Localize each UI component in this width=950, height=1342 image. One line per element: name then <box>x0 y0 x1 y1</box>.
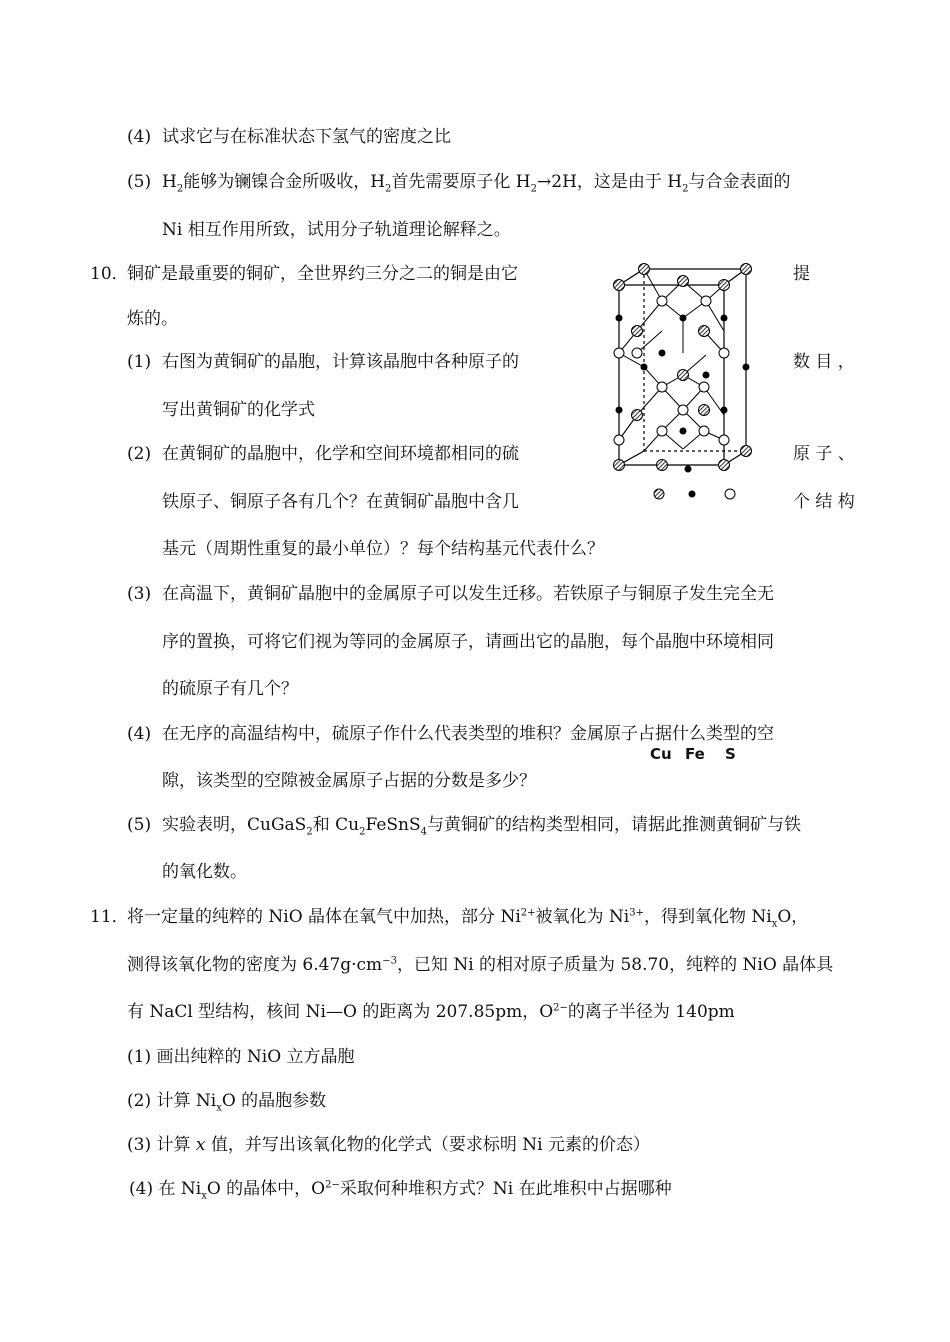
q10-number: 10． <box>90 264 129 284</box>
q10-intro-line2: 炼的。 <box>127 309 178 329</box>
q11-line2: 测得该氧化物的密度为 $6.47g\cdot cm^{-3}$，已知 Ni 的相对原子质量为 58.70，纯粹的 NiO 晶体具 <box>127 955 834 975</box>
q11-line1: 将一定量的纯粹的 NiO 晶体在氧气中加热，部分 $Ni^{2+}$被氧化为 $Ni^{3+}$，得到氧化物 $Ni_xO$， <box>127 907 809 930</box>
q10-p2-line3: 基元（周期性重复的最小单位）？每个结构基元代表什么？ <box>162 539 604 559</box>
unit-cell-diagram <box>600 255 770 495</box>
q10-p5-line2: 的氧化数。 <box>162 862 247 882</box>
q11-p2: (2) 计算 $Ni_xO$ 的晶胞参数 <box>127 1091 327 1114</box>
q9-p4-number: (4) <box>127 127 152 147</box>
q10-p4-line1: 在无序的高温结构中，硫原子作什么代表类型的堆积？金属原子占据什么类型的空 <box>162 724 774 744</box>
legend-cu-label: Cu <box>650 745 672 763</box>
q11-p3: (3) 计算 x 值，并写出该氧化物的化学式（要求标明 Ni 元素的价态） <box>127 1135 651 1155</box>
legend-s-label: S <box>725 745 736 763</box>
legend-symbols <box>600 483 770 505</box>
legend-fe-symbol <box>689 491 696 498</box>
q10-p5-line1: 实验表明，CuGaS$_2$和 $Cu_2FeSnS_4$与黄铜矿的结构类型相同，请据此推测黄铜矿与铁 <box>162 815 801 838</box>
q10-p1-number: (1) <box>127 352 152 372</box>
q9-p4-text: 试求它与在标准状态下氢气的密度之比 <box>162 127 451 147</box>
q11-line3: 有 NaCl 型结构，核间 Ni—O 的距离为 207.85pm，$O^{2-}$的离子半径为 140pm <box>127 1002 735 1022</box>
legend-s-symbol <box>725 489 735 499</box>
q10-p2-number: (2) <box>127 444 152 464</box>
q10-p3-line2: 序的置换，可将它们视为等同的金属原子，请画出它的晶胞，每个晶胞中环境相同 <box>162 632 774 652</box>
q10-p5-number: (5) <box>127 815 152 835</box>
q10-p3-line1: 在高温下，黄铜矿晶胞中的金属原子可以发生迁移。若铁原子与铜原子发生完全无 <box>162 584 774 604</box>
q10-intro-line1-right: 提 <box>793 264 810 284</box>
legend-fe-label: Fe <box>685 745 705 763</box>
q10-p1-left: 右图为黄铜矿的晶胞，计算该晶胞中各种原子的 <box>162 352 519 372</box>
chalcopyrite-unit-cell-figure <box>600 255 770 763</box>
q9-p5-line1: $H_2$能够为镧镍合金所吸收，$H_2$首先需要原子化 $H_2\to 2H$，这是由于 $H_2$与合金表面的 <box>162 172 791 195</box>
q10-p2-left2: 铁原子、铜原子各有几个？在黄铜矿晶胞中含几 <box>162 492 519 512</box>
q10-p4-line2: 隙，该类型的空隙被金属原子占据的分数是多少？ <box>162 771 536 791</box>
q10-intro-line1: 铜矿是最重要的铜矿，全世界约三分之二的铜是由它 <box>127 264 518 284</box>
q10-p2-left1: 在黄铜矿的晶胞中，化学和空间环境都相同的硫 <box>162 444 519 464</box>
q11-p4: (4) 在 $Ni_xO$ 的晶体中，$O^{2-}$采取何种堆积方式？Ni 在此堆积中占据哪种 <box>129 1179 672 1202</box>
cu-atoms <box>614 264 752 471</box>
q10-p3-line3: 的硫原子有几个？ <box>162 679 298 699</box>
q11-number: 11． <box>90 907 129 927</box>
q10-p2-right1: 原 子 、 <box>793 444 855 464</box>
q10-p1-line2: 写出黄铜矿的化学式 <box>162 400 315 420</box>
legend-cu-symbol <box>654 489 664 499</box>
q10-p3-number: (3) <box>127 584 152 604</box>
q10-p4-number: (4) <box>127 724 152 744</box>
q11-p1: (1) 画出纯粹的 NiO 立方晶胞 <box>127 1047 355 1067</box>
q10-p1-right: 数 目 ， <box>793 352 855 372</box>
q9-p5-line2: Ni 相互作用所致，试用分子轨道理论解释之。 <box>162 220 511 240</box>
q10-p2-right2: 个 结 构 <box>793 492 855 512</box>
q9-p5-number: (5) <box>127 172 152 192</box>
